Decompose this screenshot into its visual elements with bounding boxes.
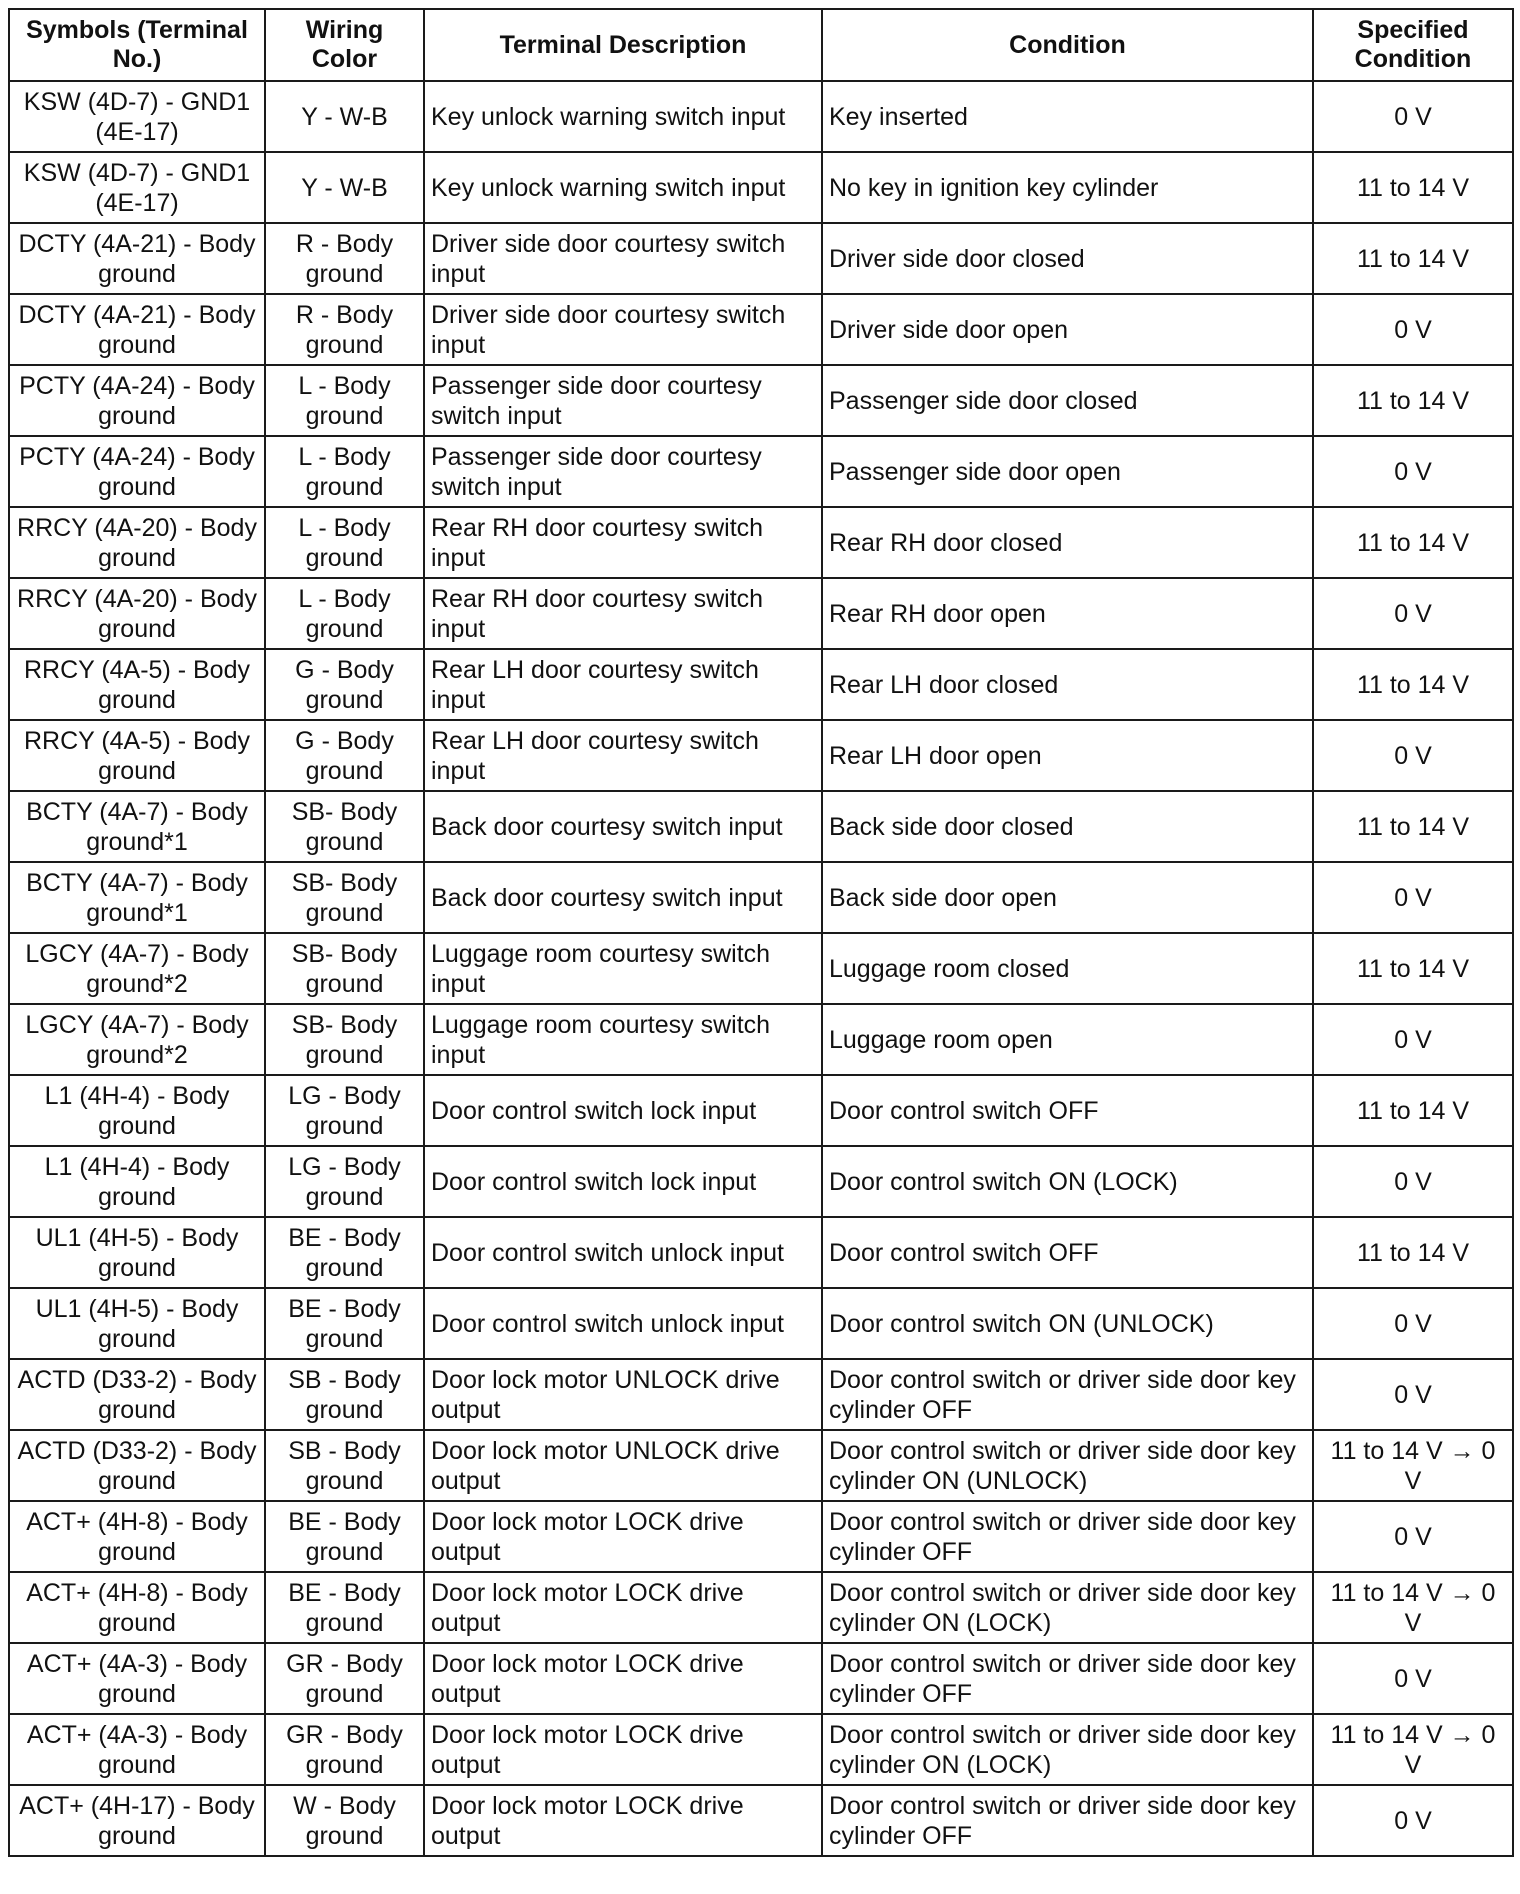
terminal-description-cell: Passenger side door courtesy switch input bbox=[424, 365, 822, 436]
table-row bbox=[9, 720, 1513, 791]
condition-cell: Rear RH door open bbox=[822, 578, 1313, 649]
table-row bbox=[9, 1217, 1513, 1288]
condition-cell: Rear LH door open bbox=[822, 720, 1313, 791]
condition-cell: Luggage room closed bbox=[822, 933, 1313, 1004]
symbols-cell: RRCY (4A-5) - Body ground bbox=[9, 649, 265, 720]
header-condition: Condition bbox=[822, 9, 1313, 81]
condition-cell: Door control switch or driver side door key cylinder ON (UNLOCK) bbox=[822, 1430, 1313, 1501]
specified-condition-cell: 0 V bbox=[1313, 862, 1513, 933]
wiring-color-cell: LG - Body ground bbox=[265, 1146, 424, 1217]
symbols-cell: ACTD (D33-2) - Body ground bbox=[9, 1430, 265, 1501]
condition-cell: Passenger side door closed bbox=[822, 365, 1313, 436]
condition-cell: Door control switch or driver side door key cylinder OFF bbox=[822, 1643, 1313, 1714]
terminal-description-cell: Rear RH door courtesy switch input bbox=[424, 578, 822, 649]
symbols-cell: PCTY (4A-24) - Body ground bbox=[9, 365, 265, 436]
symbols-cell: DCTY (4A-21) - Body ground bbox=[9, 223, 265, 294]
condition-cell: Back side door closed bbox=[822, 791, 1313, 862]
specified-condition-cell: 0 V bbox=[1313, 1288, 1513, 1359]
condition-cell: Rear RH door closed bbox=[822, 507, 1313, 578]
wiring-color-cell: Y - W-B bbox=[265, 81, 424, 152]
terminal-description-cell: Door control switch lock input bbox=[424, 1146, 822, 1217]
table-row bbox=[9, 791, 1513, 862]
wiring-color-cell: R - Body ground bbox=[265, 223, 424, 294]
table-row bbox=[9, 223, 1513, 294]
symbols-cell: BCTY (4A-7) - Body ground*1 bbox=[9, 862, 265, 933]
condition-cell: Door control switch or driver side door key cylinder ON (LOCK) bbox=[822, 1714, 1313, 1785]
terminal-description-cell: Door lock motor LOCK drive output bbox=[424, 1572, 822, 1643]
specified-condition-cell: 0 V bbox=[1313, 294, 1513, 365]
terminal-description-cell: Door lock motor UNLOCK drive output bbox=[424, 1359, 822, 1430]
specified-condition-cell: 0 V bbox=[1313, 1643, 1513, 1714]
condition-cell: Door control switch OFF bbox=[822, 1217, 1313, 1288]
condition-cell: Rear LH door closed bbox=[822, 649, 1313, 720]
specified-condition-cell: 11 to 14 V bbox=[1313, 507, 1513, 578]
table-row bbox=[9, 1146, 1513, 1217]
terminal-description-cell: Door control switch lock input bbox=[424, 1075, 822, 1146]
symbols-cell: ACTD (D33-2) - Body ground bbox=[9, 1359, 265, 1430]
symbols-cell: KSW (4D-7) - GND1 (4E-17) bbox=[9, 152, 265, 223]
symbols-cell: KSW (4D-7) - GND1 (4E-17) bbox=[9, 81, 265, 152]
table-header bbox=[9, 9, 1513, 81]
wiring-color-cell: SB - Body ground bbox=[265, 1359, 424, 1430]
table-row bbox=[9, 436, 1513, 507]
terminal-description-cell: Key unlock warning switch input bbox=[424, 81, 822, 152]
terminal-description-cell: Passenger side door courtesy switch input bbox=[424, 436, 822, 507]
terminal-description-cell: Key unlock warning switch input bbox=[424, 152, 822, 223]
terminal-description-cell: Driver side door courtesy switch input bbox=[424, 223, 822, 294]
wiring-color-cell: BE - Body ground bbox=[265, 1572, 424, 1643]
symbols-cell: PCTY (4A-24) - Body ground bbox=[9, 436, 265, 507]
condition-cell: Door control switch ON (LOCK) bbox=[822, 1146, 1313, 1217]
table-row bbox=[9, 294, 1513, 365]
specified-condition-cell: 11 to 14 V bbox=[1313, 791, 1513, 862]
wiring-color-cell: L - Body ground bbox=[265, 436, 424, 507]
table-row bbox=[9, 507, 1513, 578]
table-row bbox=[9, 578, 1513, 649]
wiring-color-cell: R - Body ground bbox=[265, 294, 424, 365]
symbols-cell: LGCY (4A-7) - Body ground*2 bbox=[9, 1004, 265, 1075]
symbols-cell: RRCY (4A-20) - Body ground bbox=[9, 578, 265, 649]
wiring-color-cell: SB- Body ground bbox=[265, 1004, 424, 1075]
terminal-description-cell: Rear LH door courtesy switch input bbox=[424, 649, 822, 720]
specified-condition-cell: 11 to 14 V bbox=[1313, 152, 1513, 223]
wiring-color-cell: L - Body ground bbox=[265, 578, 424, 649]
table-row bbox=[9, 1714, 1513, 1785]
terminal-description-cell: Back door courtesy switch input bbox=[424, 791, 822, 862]
table-row bbox=[9, 933, 1513, 1004]
specified-condition-cell: 0 V bbox=[1313, 1501, 1513, 1572]
condition-cell: Door control switch or driver side door key cylinder ON (LOCK) bbox=[822, 1572, 1313, 1643]
symbols-cell: ACT+ (4A-3) - Body ground bbox=[9, 1643, 265, 1714]
specified-condition-cell: 11 to 14 V → 0 V bbox=[1313, 1572, 1513, 1643]
condition-cell: Door control switch or driver side door key cylinder OFF bbox=[822, 1501, 1313, 1572]
symbols-cell: UL1 (4H-5) - Body ground bbox=[9, 1288, 265, 1359]
terminal-description-cell: Door lock motor LOCK drive output bbox=[424, 1785, 822, 1856]
terminal-description-cell: Door lock motor UNLOCK drive output bbox=[424, 1430, 822, 1501]
table-body bbox=[9, 81, 1513, 1856]
condition-cell: Luggage room open bbox=[822, 1004, 1313, 1075]
specified-condition-cell: 11 to 14 V → 0 V bbox=[1313, 1430, 1513, 1501]
condition-cell: Driver side door closed bbox=[822, 223, 1313, 294]
specified-condition-cell: 0 V bbox=[1313, 81, 1513, 152]
wiring-color-cell: BE - Body ground bbox=[265, 1217, 424, 1288]
condition-cell: Passenger side door open bbox=[822, 436, 1313, 507]
wiring-color-cell: BE - Body ground bbox=[265, 1501, 424, 1572]
wiring-color-cell: G - Body ground bbox=[265, 720, 424, 791]
table-row bbox=[9, 81, 1513, 152]
condition-cell: Driver side door open bbox=[822, 294, 1313, 365]
table-row bbox=[9, 1288, 1513, 1359]
condition-cell: No key in ignition key cylinder bbox=[822, 152, 1313, 223]
symbols-cell: UL1 (4H-5) - Body ground bbox=[9, 1217, 265, 1288]
terminal-description-cell: Door control switch unlock input bbox=[424, 1217, 822, 1288]
condition-cell: Door control switch ON (UNLOCK) bbox=[822, 1288, 1313, 1359]
symbols-cell: RRCY (4A-5) - Body ground bbox=[9, 720, 265, 791]
symbols-cell: L1 (4H-4) - Body ground bbox=[9, 1146, 265, 1217]
symbols-cell: ACT+ (4A-3) - Body ground bbox=[9, 1714, 265, 1785]
specified-condition-cell: 11 to 14 V bbox=[1313, 1075, 1513, 1146]
table-row bbox=[9, 1785, 1513, 1856]
wiring-color-cell: SB- Body ground bbox=[265, 791, 424, 862]
wiring-color-cell: L - Body ground bbox=[265, 365, 424, 436]
symbols-cell: L1 (4H-4) - Body ground bbox=[9, 1075, 265, 1146]
wiring-color-cell: SB- Body ground bbox=[265, 933, 424, 1004]
terminal-description-cell: Door control switch unlock input bbox=[424, 1288, 822, 1359]
symbols-cell: LGCY (4A-7) - Body ground*2 bbox=[9, 933, 265, 1004]
symbols-cell: ACT+ (4H-8) - Body ground bbox=[9, 1501, 265, 1572]
specified-condition-cell: 11 to 14 V bbox=[1313, 1217, 1513, 1288]
condition-cell: Key inserted bbox=[822, 81, 1313, 152]
specified-condition-cell: 11 to 14 V → 0 V bbox=[1313, 1714, 1513, 1785]
table-row bbox=[9, 649, 1513, 720]
terminal-description-cell: Luggage room courtesy switch input bbox=[424, 933, 822, 1004]
wiring-color-cell: GR - Body ground bbox=[265, 1643, 424, 1714]
wiring-color-cell: SB- Body ground bbox=[265, 862, 424, 933]
specified-condition-cell: 11 to 14 V bbox=[1313, 933, 1513, 1004]
symbols-cell: BCTY (4A-7) - Body ground*1 bbox=[9, 791, 265, 862]
condition-cell: Door control switch or driver side door key cylinder OFF bbox=[822, 1785, 1313, 1856]
table-row bbox=[9, 1075, 1513, 1146]
table-row bbox=[9, 1004, 1513, 1075]
header-row bbox=[9, 9, 1513, 81]
terminal-description-cell: Luggage room courtesy switch input bbox=[424, 1004, 822, 1075]
header-specified-condition: Specified Condition bbox=[1313, 9, 1513, 81]
terminal-description-cell: Back door courtesy switch input bbox=[424, 862, 822, 933]
specified-condition-cell: 11 to 14 V bbox=[1313, 365, 1513, 436]
table-row bbox=[9, 1572, 1513, 1643]
header-symbols: Symbols (Terminal No.) bbox=[9, 9, 265, 81]
symbols-cell: ACT+ (4H-17) - Body ground bbox=[9, 1785, 265, 1856]
wiring-color-cell: G - Body ground bbox=[265, 649, 424, 720]
table-row bbox=[9, 1643, 1513, 1714]
specified-condition-cell: 0 V bbox=[1313, 720, 1513, 791]
specified-condition-cell: 0 V bbox=[1313, 1004, 1513, 1075]
table-row bbox=[9, 365, 1513, 436]
specified-condition-cell: 11 to 14 V bbox=[1313, 649, 1513, 720]
wiring-color-cell: L - Body ground bbox=[265, 507, 424, 578]
wiring-color-cell: LG - Body ground bbox=[265, 1075, 424, 1146]
wiring-color-cell: Y - W-B bbox=[265, 152, 424, 223]
symbols-cell: DCTY (4A-21) - Body ground bbox=[9, 294, 265, 365]
header-terminal-description: Terminal Description bbox=[424, 9, 822, 81]
specified-condition-cell: 0 V bbox=[1313, 436, 1513, 507]
terminal-spec-table bbox=[8, 8, 1514, 1857]
specified-condition-cell: 0 V bbox=[1313, 1785, 1513, 1856]
wiring-color-cell: BE - Body ground bbox=[265, 1288, 424, 1359]
table-row bbox=[9, 1501, 1513, 1572]
condition-cell: Door control switch or driver side door key cylinder OFF bbox=[822, 1359, 1313, 1430]
table-row bbox=[9, 1359, 1513, 1430]
terminal-description-cell: Door lock motor LOCK drive output bbox=[424, 1501, 822, 1572]
terminal-description-cell: Rear LH door courtesy switch input bbox=[424, 720, 822, 791]
wiring-color-cell: W - Body ground bbox=[265, 1785, 424, 1856]
terminal-description-cell: Door lock motor LOCK drive output bbox=[424, 1714, 822, 1785]
table-row bbox=[9, 1430, 1513, 1501]
condition-cell: Back side door open bbox=[822, 862, 1313, 933]
terminal-description-cell: Driver side door courtesy switch input bbox=[424, 294, 822, 365]
specified-condition-cell: 0 V bbox=[1313, 1146, 1513, 1217]
wiring-color-cell: GR - Body ground bbox=[265, 1714, 424, 1785]
specified-condition-cell: 0 V bbox=[1313, 1359, 1513, 1430]
table-row bbox=[9, 152, 1513, 223]
table-row bbox=[9, 862, 1513, 933]
specified-condition-cell: 11 to 14 V bbox=[1313, 223, 1513, 294]
symbols-cell: RRCY (4A-20) - Body ground bbox=[9, 507, 265, 578]
header-wiring-color: Wiring Color bbox=[265, 9, 424, 81]
specified-condition-cell: 0 V bbox=[1313, 578, 1513, 649]
wiring-color-cell: SB - Body ground bbox=[265, 1430, 424, 1501]
condition-cell: Door control switch OFF bbox=[822, 1075, 1313, 1146]
terminal-description-cell: Door lock motor LOCK drive output bbox=[424, 1643, 822, 1714]
symbols-cell: ACT+ (4H-8) - Body ground bbox=[9, 1572, 265, 1643]
terminal-description-cell: Rear RH door courtesy switch input bbox=[424, 507, 822, 578]
